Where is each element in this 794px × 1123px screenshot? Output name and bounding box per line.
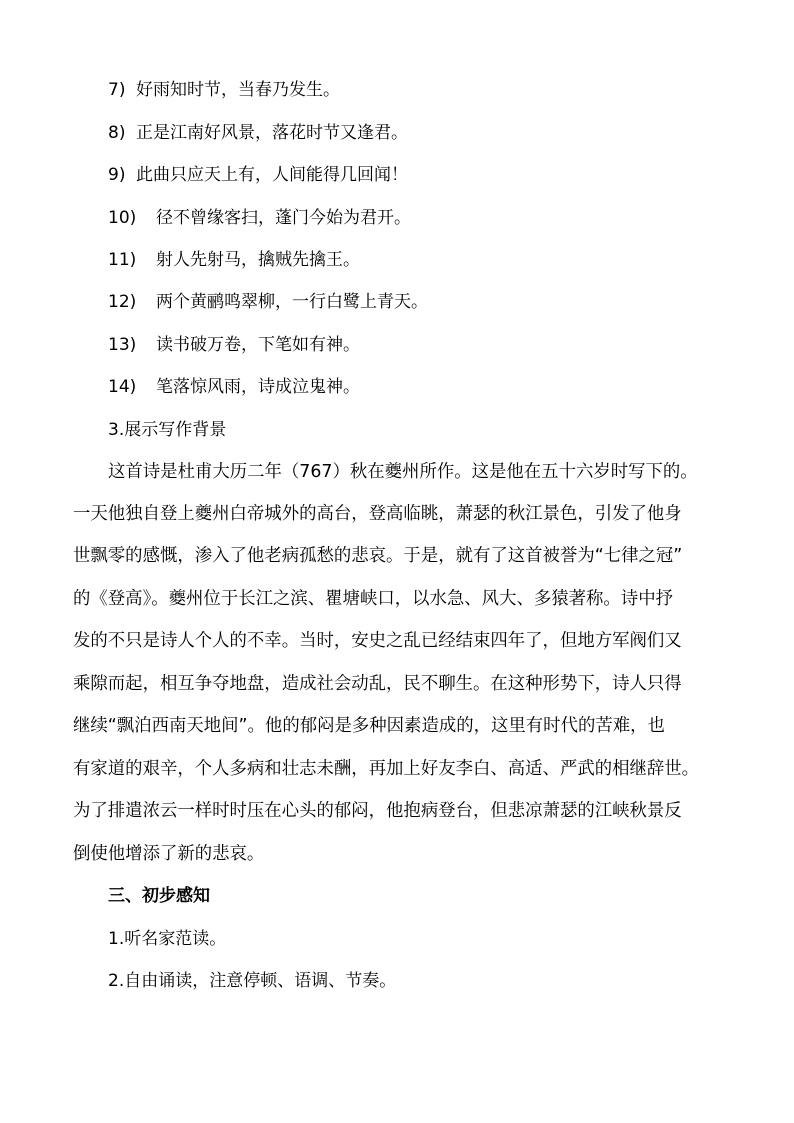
- list-number: 10): [108, 208, 137, 228]
- list-text: 正是江南好风景，落花时节又逢君。: [136, 123, 408, 143]
- list-item: [108, 290, 428, 314]
- step-item: 2.自由诵读，注意停顿、语调、节奏。: [108, 971, 397, 991]
- list-text: 笔落惊风雨，诗成泣鬼神。: [156, 377, 360, 397]
- list-text: 好雨知时节，当春乃发生。: [136, 80, 340, 100]
- list-number: 12): [108, 292, 137, 312]
- list-number: 7): [108, 80, 126, 100]
- list-item: [108, 121, 408, 145]
- paragraph-line: 的《登高》。夔州位于长江之滨、瞿塘峡口，以水急、风大、多猿著称。诗中抒: [73, 589, 673, 609]
- paragraph-line: 乘隙而起，相互争夺地盘，造成社会动乱，民不聊生。在这种形势下，诗人只得: [73, 674, 682, 694]
- paragraph-line: 继续“飘泊西南天地间”。他的郁闷是多种因素造成的，这里有时代的苦难，也: [73, 716, 665, 736]
- list-number: 14): [108, 377, 137, 397]
- list-number: 13): [108, 335, 137, 355]
- paragraph-line: 倒使他增添了新的悲哀。: [73, 844, 265, 864]
- section-heading: 三、初步感知: [108, 886, 210, 906]
- list-text: 两个黄鹂鸣翠柳，一行白鹭上青天。: [156, 292, 428, 312]
- paragraph-line: 世飘零的感慨，渗入了他老病孤愁的悲哀。于是，就有了这首被誉为“七律之冠”: [73, 546, 683, 566]
- list-item: [108, 78, 340, 102]
- list-item: [108, 163, 408, 187]
- list-item: [108, 248, 360, 272]
- list-item: [108, 375, 360, 399]
- list-number: 11): [108, 250, 137, 270]
- paragraph-line: 发的不只是诗人个人的不幸。当时，安史之乱已经结束四年了，但地方军阀们又: [73, 631, 682, 651]
- list-number: 9): [108, 165, 126, 185]
- list-text: 射人先射马，擒贼先擒王。: [156, 250, 360, 270]
- list-text: 此曲只应天上有，人间能得几回闻！: [136, 165, 408, 185]
- list-text: 读书破万卷，下笔如有神。: [156, 335, 360, 355]
- paragraph-line: 这首诗是杜甫大历二年（767）秋在夔州所作。这是他在五十六岁时写下的。: [108, 462, 698, 482]
- step-item: 1.听名家范读。: [108, 929, 227, 949]
- list-text: 径不曾缘客扫，蓬门今始为君开。: [156, 208, 411, 228]
- list-number: 8): [108, 123, 126, 143]
- list-item: [108, 206, 411, 230]
- paragraph-line: 有家道的艰辛，个人多病和壮志未酬，再加上好友李白、高适、严武的相继辞世。: [73, 759, 700, 779]
- list-item: [108, 333, 360, 357]
- paragraph-line: 为了排遣浓云一样时时压在心头的郁闷，他抱病登台，但悲凉萧瑟的江峡秋景反: [73, 801, 682, 821]
- paragraph-line: 一天他独自登上夔州白帝城外的高台，登高临眺，萧瑟的秋江景色，引发了他身: [73, 504, 682, 524]
- section-title: 3.展示写作背景: [108, 420, 227, 440]
